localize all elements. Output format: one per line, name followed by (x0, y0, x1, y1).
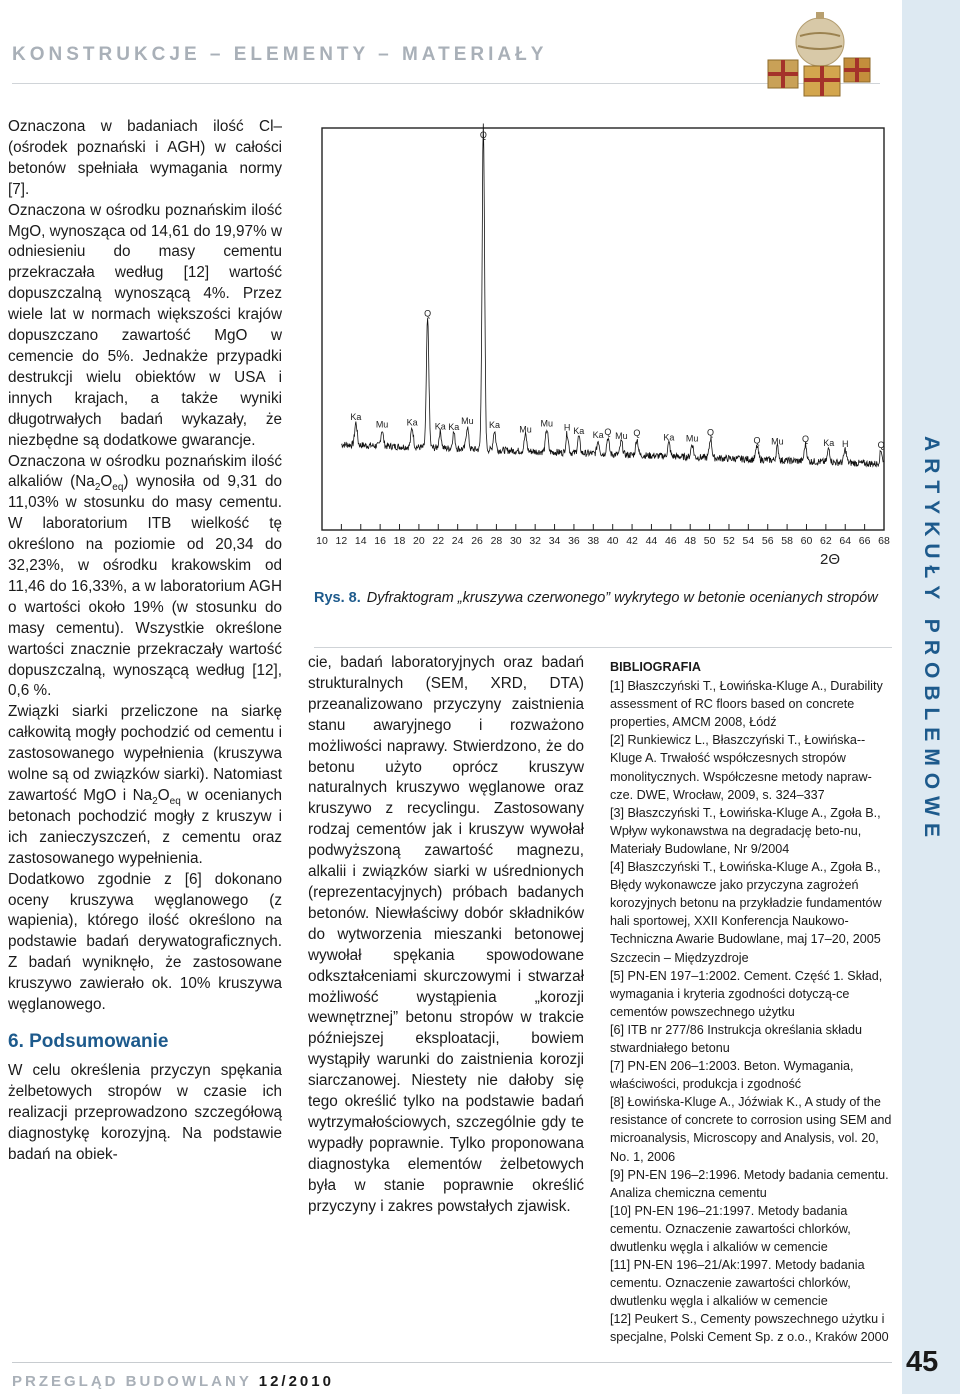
peak-label: Q (707, 427, 715, 438)
peak-label: Ka (663, 432, 675, 443)
peak-label: Mu (519, 424, 532, 435)
footer-magazine: PRZEGLĄD BUDOWLANY 12/2010 (12, 1373, 334, 1390)
text-column-left (8, 117, 282, 1165)
x-tick-label: 22 (432, 535, 445, 547)
xrd-diffractogram-figure (312, 118, 892, 576)
paragraph: Oznaczona w badaniach ilość Cl– (ośrodek poznański i AGH) w całości betonów spełniała wymagania normy [7]. (8, 118, 282, 198)
peak-label: Mu (375, 419, 389, 430)
peak-label: H (841, 438, 849, 449)
x-tick-label: 38 (587, 535, 600, 547)
bibliography-item: [5] PN-EN 197–1:2002. Cement. Część 1. Skład, wymagania i kryteria zgodności dotyczą-ce cementów powszechnego użytku (610, 968, 883, 1019)
peak-label: Mu (685, 433, 699, 444)
plot-frame (322, 128, 884, 530)
x-tick-label: 20 (413, 535, 425, 547)
x-tick-label: 62 (820, 535, 832, 547)
peak-label: Mu (461, 415, 474, 426)
section-heading: 6. Podsumowanie (8, 1030, 169, 1052)
peak-label: Q (424, 308, 432, 319)
figure-caption-text: Dyfraktogram „kruszywa czerwonego” wykrytego w betonie ocenianych stropów (366, 590, 878, 606)
page-number: 45 (906, 1346, 939, 1378)
x-tick-label: 56 (761, 535, 774, 547)
figure-divider (314, 647, 892, 648)
x-tick-label: 12 (335, 535, 348, 547)
x-tick-label: 14 (354, 535, 367, 547)
section-side-label: ARTYKUŁY PROBLEMOWE (920, 436, 943, 844)
x-tick-label: 28 (490, 535, 503, 547)
x-tick-label: 24 (451, 535, 464, 547)
x-tick-label: 40 (606, 535, 619, 547)
peak-label: Ka (350, 412, 362, 423)
x-tick-label: 16 (374, 535, 386, 547)
bibliography-item: [1] Błaszczyński T., Łowińska-Kluge A., Durability assessment of RC floors based on concrete properties, AMCM 2008, Łódź (610, 679, 883, 730)
x-tick-label: 58 (781, 535, 793, 547)
bibliography-item: [12] Peukert S., Cementy powszechnego użytku i specjalne, Polski Cement Sp. z o.o., Kraków 2000 (610, 1312, 889, 1345)
figure-label: Rys. 8. (314, 590, 361, 606)
bibliography-item: [11] PN-EN 196–21/Ak:1997. Metody badania cementu. Oznaczenie zawartości chlorków, dwutlenku węgla i alkaliów w cemencie (610, 1258, 865, 1309)
diffraction-pattern-trace (341, 124, 884, 467)
peak-label: Mu (540, 418, 554, 429)
bibliography-list (610, 677, 892, 1346)
peak-label: Q (877, 439, 885, 450)
x-tick-label: 18 (393, 535, 406, 547)
x-axis-label: 2Θ (820, 551, 841, 568)
running-header: KONSTRUKCJE – ELEMENTY – MATERIAŁY (12, 44, 548, 65)
header-divider (12, 83, 880, 84)
peak-label: Q (802, 434, 810, 445)
x-tick-label: 68 (878, 535, 890, 547)
peak-label: Q (753, 435, 761, 446)
paragraph: cie, badań laboratoryjnych oraz badań strukturalnych (SEM, XRD, DTA) przeanalizowano przyczyny zaistnienia stanu awaryjnego i rozważono możliwości naprawy. Stwierdzono, że do betonu użyto oprócz kruszyw naturalnych kruszywo węglanowe oraz kruszywo z recyclingu. Zastosowany rodzaj cementów jak i kruszyw wywołał podwyższoną zawartość magnezu, alkalii i związków siarki w uśrednionych (reprezentacyjnych) próbach badanych betonów. Niewłaściwy dobór składników do wytworzenia mieszanki betonowej wywołał spękania spowodowane odkształceniami skurczowymi i stwarzał możliwość wystąpienia „korozji wewnętrznej” betonu stropów w trakcie późniejszej eksploatacji, bowiem wystąpiły warunki do zaistnienia korozji siarczanowej. Niestety nie dałoby się tego określić tylko na podstawie badań wytrzymałościowych, szczególnie gdy te wypadły poprawnie. Tylko proponowana diagnostyka elementów żelbetowych była w stanie poprawnie określić przyczyny i zakres powstałych zjawisk. (308, 654, 584, 1215)
text-column-middle (308, 653, 584, 1217)
paragraph: Związki siarki przeliczone na siarkę całkowitą mogły pochodzić od cementu i zastosowanego wypełnienia (kruszywa wolne są od związków siarki). Natomiast zawartość MgO i $Na_2O_{eq}$ w ocenianych betonach pochodzić mogły z kruszyw i ich zanieczyszczeń, z cementu oraz zastosowanego wypełnienia. (8, 703, 283, 867)
x-tick-label: 36 (568, 535, 580, 547)
peak-label: H (563, 422, 571, 433)
bibliography-item: [7] PN-EN 206–1:2003. Beton. Wymagania, właściwości, produkcja i zgodność (610, 1059, 854, 1092)
gift-boxes-ornament-icon (762, 8, 874, 98)
peak-label: Mu (615, 430, 628, 441)
bibliography-item: [4] Błaszczyński T., Łowińska-Kluge A., Zgoła B., Błędy wykonawcze jako przyczyna zagrożeń korozyjnych betonu na przykładzie fundamentów hali sportowej, XXII Konferencja Naukowo-Techniczna Awarie Budowlane, maj 17–20, 2005 Szczecin – Międzyzdroje (610, 860, 882, 965)
paragraph: Oznaczona w ośrodku poznańskim ilość alkaliów $(Na_2O_{eq})$ wynosiła od 9,31 do 11,03% w stosunku do masy cementu. W laboratorium ITB wielkość tę określono na poziomie od 20,34 do 32,23%, w ośrodku krakowskim od 11,46 do 16,33%, a w laboratorium AGH o wartości około 19% (w stosunku do masy cementu). Wszystkie określone wartości znacznie przekraczały wartość dopuszczalną, wynoszącą według [12], 0,6 %. (8, 452, 283, 700)
peak-label: Q (479, 130, 487, 140)
peak-label: Ka (448, 421, 460, 432)
x-tick-label: 34 (548, 535, 561, 547)
paragraph: W celu określenia przyczyn spękania żelbetowych stropów w czasie ich realizacji przeprowadzono szczegółową diagnostykę korozyjną. Na podstawie badań na obiek- (8, 1061, 282, 1163)
x-tick-label: 32 (529, 535, 542, 547)
peak-label: Ka (488, 420, 500, 431)
footer-divider (12, 1362, 892, 1363)
x-tick-label: 10 (316, 535, 328, 547)
paragraph: Oznaczona w ośrodku poznańskim ilość MgO, wynosząca od 14,61 do 19,97% w odniesieniu do masy cementu przekraczała według [12] wartość dopuszczalną wynoszącą 4%. Przez wiele lat w normach większości krajów dopuszczano zawartość MgO w cemencie do 5%. Jednakże przypadki destrukcji wielu obiektów w USA i innych krajach, a także wyniki długotrwałych badań wykazały, że niezbędne są dodatkowe gwarancje. (8, 201, 282, 449)
x-tick-label: 46 (664, 535, 677, 547)
x-tick-label: 26 (471, 535, 483, 547)
peak-label: Ka (592, 430, 604, 441)
x-tick-label: 30 (509, 535, 522, 547)
peak-label: Ka (573, 426, 585, 437)
x-tick-label: 64 (839, 535, 852, 547)
footer-issue: 12/2010 (258, 1373, 334, 1390)
bibliography-item: [3] Błaszczyński T., Łowińska-Kluge A., Zgoła B., Wpływ wykonawstwa na degradację beto-nu, Materiały Budowlane, Nr 9/2004 (610, 805, 881, 856)
peak-label: Mu (771, 436, 784, 447)
peak-label: Q (633, 428, 641, 439)
x-tick-label: 44 (645, 535, 658, 547)
bibliography-heading: BIBLIOGRAFIA (610, 660, 701, 674)
bibliography-item: [10] PN-EN 196–21:1997. Metody badania cementu. Oznaczenie zawartości chlorków, dwutlenku węgla i alkaliów w cemencie (610, 1203, 851, 1254)
peak-label: Q (604, 427, 612, 438)
x-tick-label: 50 (703, 535, 716, 547)
paragraph: Dodatkowo zgodnie z [6] dokonano oceny kruszywa węglanowego (z wapienia), którego ilość określono na podstawie badań derywatograficznych. Z badań wyniknęło, że zastosowane kruszywo zawierało ok. 10% kruszywa węglanowego. (8, 870, 282, 1014)
x-tick-label: 60 (800, 535, 813, 547)
bibliography-item: [9] PN-EN 196–2:1996. Metody badania cementu. Analiza chemiczna cementu (610, 1167, 889, 1200)
x-tick-label: 42 (626, 535, 638, 547)
x-tick-label: 66 (858, 535, 871, 547)
peak-label: Ka (406, 417, 418, 428)
bibliography-item: [6] ITB nr 277/86 Instrukcja określania składu stwardniałego betonu (610, 1022, 863, 1055)
figure-caption (314, 588, 884, 608)
bibliography-item: [8] Łowińska-Kluge A., Jóźwiak K., A study of the resistance of concrete to corrosion using SEM and microanalysis, Microscopy and Analysis, vol. 20, No. 1, 2006 (610, 1095, 892, 1164)
x-tick-label: 48 (684, 535, 697, 547)
peak-label: Ka (434, 421, 446, 432)
x-tick-label: 54 (742, 535, 755, 547)
bibliography-item: [2] Runkiewicz L., Błaszczyński T., Łowińska--Kluge A. Trwałość współczesnych stropów monolitycznych. Współczesne metody napraw-cze. DWE, Wrocław, 2009, s. 324–337 (610, 733, 872, 802)
bibliography (610, 658, 892, 1347)
x-tick-label: 52 (723, 535, 735, 547)
peak-label: Ka (823, 438, 835, 449)
